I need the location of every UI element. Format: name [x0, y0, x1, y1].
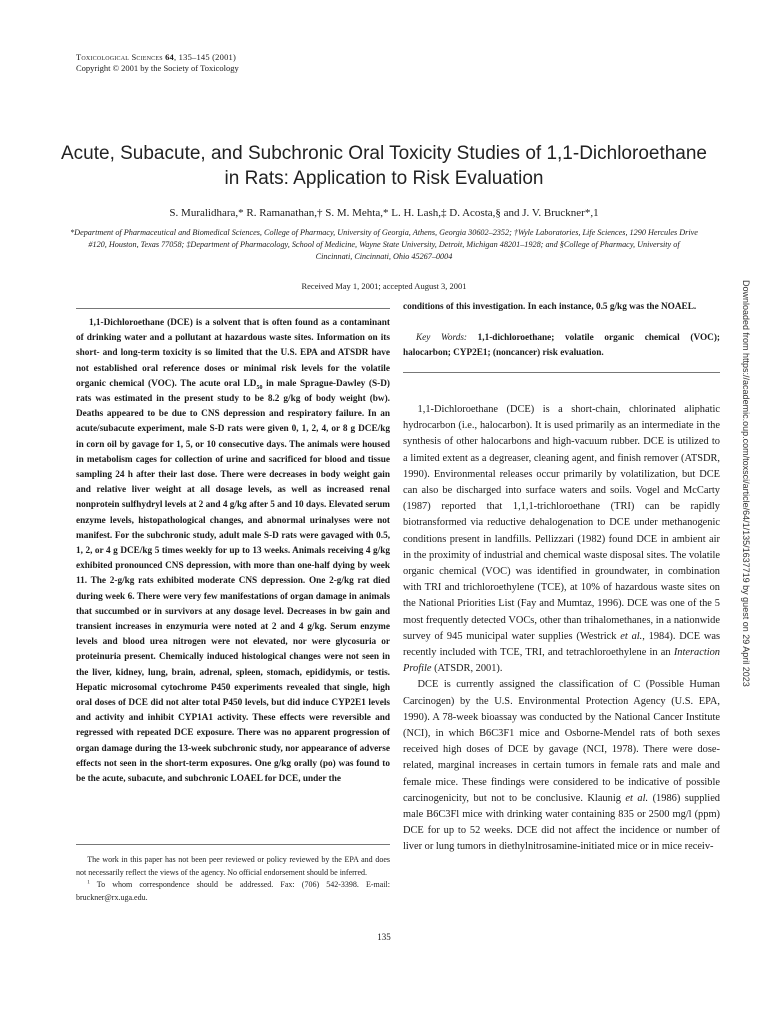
p1-etal: et al.: [620, 630, 643, 642]
affiliations: *Department of Pharmaceutical and Biomedical Sciences, College of Pharmacy, University of Georgia, Athens, Georgia 30602–2352; †Wyle Laboratories, Life Sciences, 1290 Hercules Drive #120, Houston, Texas 77058; ‡Department of Pharmacology, School of Medicine, Wayne State University, Detroit, Michigan 48201–1928; and §College of Pharmacy, University of Cincinnati, Cincinnati, Ohio 45267–0004: [70, 228, 698, 262]
journal-name: Toxicological Sciences: [76, 52, 163, 62]
download-watermark-text[interactable]: Downloaded from https://academic.oup.com/toxsci/article/64/1/135/1637719 by guest on 29 April 2023: [741, 280, 751, 687]
p1-interaction-profile: Interaction Profile: [403, 647, 720, 675]
footnote-rule: [76, 844, 390, 845]
keywords-list: 1,1-dichloroethane; volatile organic chemical (VOC); halocarbon; CYP2E1; (noncancer) risk evaluation.: [403, 333, 720, 359]
p1-text-b: , 1984). DCE was recently included with TCE, TRI, and tetrachloroethylene in an: [403, 630, 720, 659]
body-column: [403, 402, 720, 856]
keywords-label: Key Words:: [415, 333, 468, 343]
abstract-text-1: 1,1-Dichloroethane (DCE) is a solvent that is often found as a contaminant of drinking water and a pollutant at hazardous waste sites. Information on its short- and long-term toxicity is so limited that the U.S. EPA and ATSDR have not established oral reference doses or minimal risk levels for the volatile organic chemical (VOC). The acute oral LD: [76, 318, 390, 389]
footnote-correspondence: [76, 879, 390, 904]
abstract-bottom-rule: [403, 372, 720, 373]
keywords: [403, 331, 720, 361]
p1-text-a: 1,1-Dichloroethane (DCE) is a short-chain, chlorinated aliphatic hydrocarbon (i.e., halocarbon). It is used primarily as an intermediate in the synthesis of other halocarbons and high-vacuum rubber. DCE is utilized to a limited extent as a degreaser, cleaning agent, and finish remover (ATSDR, 1990). Environmental releases occur primarily by volatilization, but DCE can also be discharged into surface waters and soils. Vogel and McCarty (1987) reported that 1,1,1-trichloroethane (TRI) can be rapidly biotransformed via reductive dehalogenation to DCE under methanogenic conditions present in landfills. Pellizzari (1982) found DCE in ambient air in the proximity of industrial and chemical waste disposal sites. The volatile organic chemical (VOC) was identified in groundwater, in combination with TRI and trichloroethylene (TCE), at 10% of hazardous waste sites on the National Priorities List (Fay and Mumtaz, 1996). DCE was one of the 5 most frequently detected VOCs, other than trihalomethanes, in a nationwide survey of 945 municipal water supplies (Westrick: [403, 404, 720, 642]
p2-text-b: (1986) supplied male B6C3Fl mice with drinking water containing 835 or 2500 mg/l (ppm) DCE for up to 52 weeks. DCE did not affect the incidence or number of liver or lung tumors in diethylnitrosamine-initiated mice or in mice receiv-: [403, 792, 721, 853]
footnotes: [76, 854, 390, 904]
p2-text-a: DCE is currently assigned the classification of C (Possible Human Carcinogen) by the U.S. Environmental Protection Agency (U.S. EPA, 1990). A 78-week bioassay was conducted by the National Cancer Institute (NCI), in which B6C3F1 mice and Osborne-Mendel rats of both sexes received high doses of DCE by gavage (NCI, 1978). There were dose-related, marginal increases in certain tumors in female rats and male and female mice. These findings were considered to be indicative of possible carcinogenicity, but not to be conclusive. Klaunig: [403, 679, 720, 804]
download-watermark: [742, 280, 754, 1025]
footnote-mark: 1: [87, 879, 90, 886]
abstract-text-2: in male Sprague-Dawley (S-D) rats was estimated in the present study to be 8.2 g/kg of body weight (bw). Deaths appeared to be due to CNS depression and respiratory failure. In an acute/subacute experiment, male S-D rats were given 0, 1, 2, 4, or 8 g DCE/kg in corn oil by gavage for 1, 5, or 10 consecutive days. The animals were housed in metabolism cages for collection of urine and sacrificed for blood and tissue sampling 24 h after their last dose. There were decreases in body weight gain and relative liver weight at all dosage levels, as well as increased renal nonprotein sulfhydryl levels at 2 and 4 g/kg after 5 and 10 days. Elevated serum enzyme levels, histopathological changes, and abnormal urinalyses were not manifest. For the subchronic study, adult male S-D rats were gavaged with 0.5, 1, 2, or 4 g DCE/kg 5 times weekly for up to 13 weeks. Animals receiving 4 g/kg exhibited pronounced CNS depression, with more than one-half dying by week 11. The 2-g/kg rats exhibited moderate CNS depression. One 2-g/kg rat died during week 6. There were very few manifestations of organ damage in animals that succumbed or in survivors at any dosage level. Decreases in bw gain and transient increases in enzymuria were noted at 2 and 4 g/kg. Serum enzyme levels and blood urea nitrogen were not elevated, nor were glycosuria or proteinuria present. Chemically induced histological changes were not seen in the liver, kidney, lung, brain, adrenal, spleen, stomach, epididymis, or testis. Hepatic microsomal cytochrome P450 experiments revealed that single, high oral doses of DCE did not alter total P450 levels, but did induce CYP2E1 levels and activity and inhibit CYP1A1 activity. These effects were reversible and regressed with repeated DCE exposure. There was no apparent progression of organ damage during the 13-week subchronic study, nor appearance of adverse effects not seen in the short-term exposures. One g/kg orally (po) was found to be the acute, subacute, and subchronic LOAEL for DCE, under the: [76, 378, 390, 785]
abstract-continuation: conditions of this investigation. In each instance, 0.5 g/kg was the NOAEL.: [403, 302, 697, 312]
journal-header: [76, 52, 239, 74]
body-paragraph-1: [403, 402, 720, 677]
ld-subscript: 50: [256, 384, 263, 391]
footnote-correspondence-text: To whom correspondence should be addressed. Fax: (706) 542-3398. E-mail: bruckner@rx.uga.edu.: [76, 880, 390, 902]
p1-text-c: (ATSDR, 2001).: [431, 663, 503, 675]
journal-pages: , 135–145 (2001): [174, 52, 237, 62]
abstract: [76, 316, 390, 787]
body-paragraph-2: [403, 677, 720, 855]
author-list: S. Muralidhara,* R. Ramanathan,† S. M. Mehta,* L. H. Lash,‡ D. Acosta,§ and J. V. Bruckner*,1: [169, 207, 599, 219]
abstract-top-rule: [76, 308, 390, 309]
p2-etal: et al.: [625, 792, 649, 804]
paper-title: Acute, Subacute, and Subchronic Oral Toxicity Studies of 1,1-Dichloroethane in Rats: Application to Risk Evaluation: [60, 143, 708, 189]
copyright-line: Copyright © 2001 by the Society of Toxicology: [76, 63, 239, 73]
received-dates: Received May 1, 2001; accepted August 3, 2001: [301, 281, 467, 291]
page-number: 135: [377, 932, 391, 942]
journal-volume: 64: [165, 52, 175, 62]
footnote-epa: The work in this paper has not been peer reviewed or policy reviewed by the EPA and does not necessarily reflect the views of the agency. No official endorsement should be inferred.: [76, 855, 390, 877]
